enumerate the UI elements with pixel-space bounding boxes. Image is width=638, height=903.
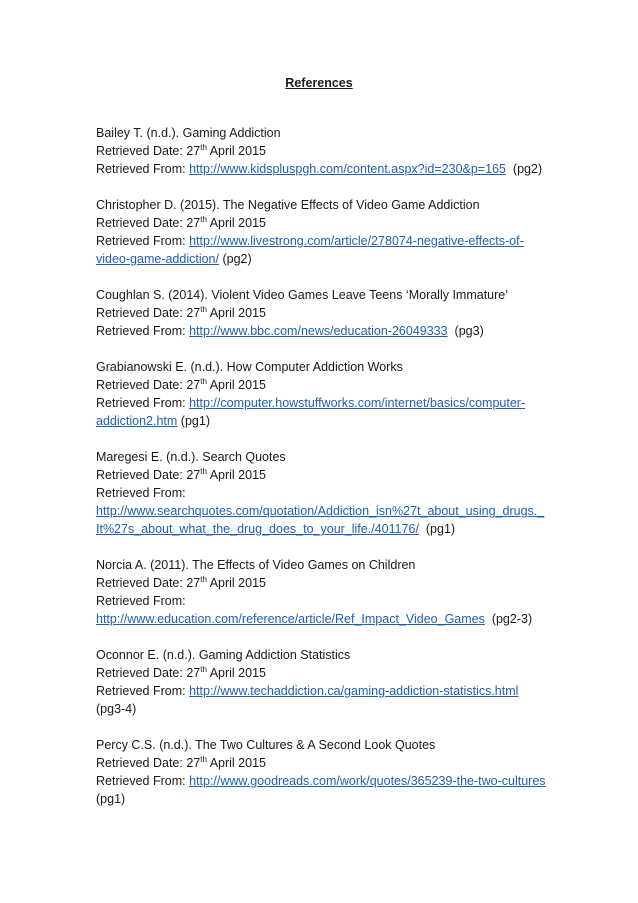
reference-entry <box>96 556 566 628</box>
retrieved-from-line <box>96 322 566 340</box>
retrieved-date-rest: April 2015 <box>206 468 266 482</box>
page-reference: (pg3-4) <box>96 702 137 716</box>
page-reference-line <box>96 700 566 718</box>
retrieved-date-rest: April 2015 <box>206 216 266 230</box>
reference-entry <box>96 358 566 430</box>
page-reference: (pg2) <box>222 252 252 266</box>
reference-entry <box>96 736 566 808</box>
retrieved-url-line <box>96 520 566 538</box>
reference-citation: Christopher D. (2015). The Negative Effects of Video Game Addiction <box>96 198 480 212</box>
ordinal-suffix: th <box>200 305 207 314</box>
retrieved-from-line <box>96 232 566 250</box>
retrieved-from-label: Retrieved From: <box>96 396 190 410</box>
retrieved-from-label: Retrieved From: <box>96 594 186 608</box>
reference-citation: Grabianowski E. (n.d.). How Computer Addiction Works <box>96 360 403 374</box>
retrieved-url-line <box>96 610 566 628</box>
page-reference: (pg2-3) <box>491 612 533 626</box>
reference-entry <box>96 448 566 538</box>
retrieved-date-label: Retrieved Date: 27 <box>96 216 201 230</box>
retrieved-from-label: Retrieved From: <box>96 162 190 176</box>
ordinal-suffix: th <box>200 755 207 764</box>
retrieved-from-label: Retrieved From: <box>96 234 190 248</box>
reference-link[interactable]: http://www.bbc.com/news/education-26049333 <box>189 324 448 338</box>
retrieved-from-label: Retrieved From: <box>96 486 186 500</box>
retrieved-date-label: Retrieved Date: 27 <box>96 576 201 590</box>
retrieved-url-line <box>96 502 566 520</box>
retrieved-from-line <box>96 772 566 790</box>
ordinal-suffix: th <box>200 377 207 386</box>
reference-list <box>96 124 566 826</box>
ordinal-suffix: th <box>200 215 207 224</box>
page-reference: (pg1) <box>425 522 456 536</box>
retrieved-from-label: Retrieved From: <box>96 684 190 698</box>
reference-link[interactable]: http://www.education.com/reference/article/Ref_Impact_Video_Games <box>96 612 485 626</box>
retrieved-date-rest: April 2015 <box>206 306 266 320</box>
page-reference: (pg3) <box>454 324 484 338</box>
retrieved-date-line <box>96 142 566 160</box>
retrieved-from-line <box>96 160 566 178</box>
retrieved-date-label: Retrieved Date: 27 <box>96 306 201 320</box>
page-reference: (pg1) <box>96 792 126 806</box>
retrieved-date-line <box>96 754 566 772</box>
retrieved-from-line <box>96 250 566 268</box>
retrieved-from-label: Retrieved From: <box>96 324 190 338</box>
reference-link[interactable]: addiction2.htm <box>96 414 178 428</box>
retrieved-date-rest: April 2015 <box>206 576 266 590</box>
retrieved-date-label: Retrieved Date: 27 <box>96 144 201 158</box>
page-title: References <box>285 76 353 90</box>
reference-link[interactable]: http://computer.howstuffworks.com/internet/basics/computer- <box>189 396 526 410</box>
reference-entry <box>96 196 566 268</box>
page-reference-line <box>96 790 566 808</box>
reference-link[interactable]: video-game-addiction/ <box>96 252 219 266</box>
page-reference: (pg1) <box>180 414 210 428</box>
retrieved-date-line <box>96 664 566 682</box>
reference-citation: Oconnor E. (n.d.). Gaming Addiction Statistics <box>96 648 351 662</box>
retrieved-date-rest: April 2015 <box>206 378 266 392</box>
reference-link[interactable]: http://www.goodreads.com/work/quotes/365239-the-two-cultures <box>189 774 546 788</box>
reference-link[interactable]: It%27s_about_what_the_drug_does_to_your_life./401176/ <box>96 522 419 536</box>
reference-citation: Norcia A. (2011). The Effects of Video Games on Children <box>96 558 416 572</box>
retrieved-from-line <box>96 412 566 430</box>
ordinal-suffix: th <box>200 143 207 152</box>
retrieved-date-label: Retrieved Date: 27 <box>96 666 201 680</box>
retrieved-date-line <box>96 574 566 592</box>
reference-entry <box>96 124 566 178</box>
ordinal-suffix: th <box>200 575 207 584</box>
reference-link[interactable]: http://www.searchquotes.com/quotation/Addiction_isn%27t_about_using_drugs._ <box>96 504 545 518</box>
retrieved-date-rest: April 2015 <box>206 144 266 158</box>
retrieved-date-rest: April 2015 <box>206 666 266 680</box>
retrieved-from-line <box>96 682 566 700</box>
reference-citation: Maregesi E. (n.d.). Search Quotes <box>96 450 286 464</box>
reference-link[interactable]: http://www.livestrong.com/article/278074-negative-effects-of- <box>189 234 524 248</box>
reference-link[interactable]: http://www.techaddiction.ca/gaming-addiction-statistics.html <box>189 684 519 698</box>
retrieved-from-line <box>96 394 566 412</box>
retrieved-date-line <box>96 376 566 394</box>
ordinal-suffix: th <box>200 665 207 674</box>
retrieved-date-label: Retrieved Date: 27 <box>96 468 201 482</box>
retrieved-date-label: Retrieved Date: 27 <box>96 378 201 392</box>
reference-entry <box>96 646 566 718</box>
retrieved-date-rest: April 2015 <box>206 756 266 770</box>
page-reference: (pg2) <box>512 162 543 176</box>
ordinal-suffix: th <box>200 467 207 476</box>
reference-citation: Coughlan S. (2014). Violent Video Games Leave Teens ‘Morally Immature’ <box>96 288 509 302</box>
reference-link[interactable]: http://www.kidspluspgh.com/content.aspx?id=230&p=165 <box>189 162 506 176</box>
retrieved-date-line <box>96 466 566 484</box>
reference-citation: Bailey T. (n.d.). Gaming Addiction <box>96 126 281 140</box>
reference-citation: Percy C.S. (n.d.). The Two Cultures & A Second Look Quotes <box>96 738 436 752</box>
retrieved-date-label: Retrieved Date: 27 <box>96 756 201 770</box>
retrieved-from-label: Retrieved From: <box>96 774 190 788</box>
reference-entry <box>96 286 566 340</box>
retrieved-date-line <box>96 214 566 232</box>
retrieved-date-line <box>96 304 566 322</box>
